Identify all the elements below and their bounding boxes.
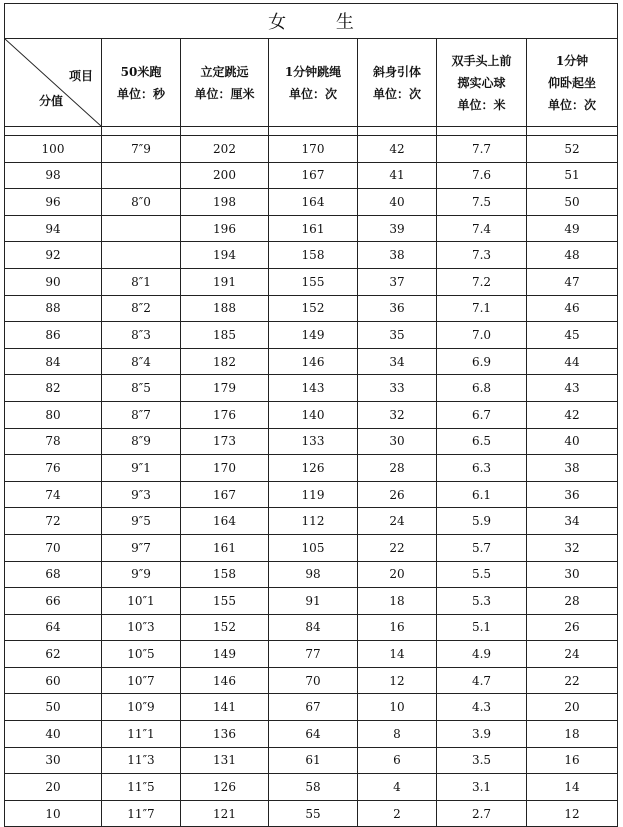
table-row: [5, 375, 618, 402]
cell-rope-skipping: 167: [269, 162, 358, 189]
cell-standing-jump: 176: [181, 401, 269, 428]
table-title-text: 女 生: [268, 12, 376, 33]
cell-ball-throw: 4.9: [437, 641, 527, 668]
cell-run-50m: 9″9: [102, 561, 181, 588]
table-row: [5, 721, 618, 748]
cell-situps: 24: [527, 641, 618, 668]
cell-score: 66: [5, 588, 102, 615]
cell-situps: 52: [527, 136, 618, 163]
table-row: [5, 455, 618, 482]
cell-rope-skipping: 146: [269, 348, 358, 375]
table-row: [5, 215, 618, 242]
cell-standing-jump: 170: [181, 455, 269, 482]
table-row: [5, 136, 618, 163]
cell-run-50m: 10″1: [102, 588, 181, 615]
table-row: [5, 295, 618, 322]
cell-run-50m: 10″7: [102, 667, 181, 694]
cell-inclined-pullup: 22: [358, 534, 437, 561]
cell-inclined-pullup: 2: [358, 800, 437, 827]
cell-standing-jump: 198: [181, 189, 269, 216]
cell-ball-throw: 4.3: [437, 694, 527, 721]
cell-ball-throw: 7.4: [437, 215, 527, 242]
cell-inclined-pullup: 33: [358, 375, 437, 402]
cell-run-50m: 9″1: [102, 455, 181, 482]
cell-situps: 36: [527, 481, 618, 508]
cell-standing-jump: 149: [181, 641, 269, 668]
cell-score: 40: [5, 721, 102, 748]
cell-score: 30: [5, 747, 102, 774]
cell-inclined-pullup: 26: [358, 481, 437, 508]
cell-situps: 43: [527, 375, 618, 402]
table-row: [5, 428, 618, 455]
cell-ball-throw: 6.8: [437, 375, 527, 402]
cell-score: 100: [5, 136, 102, 163]
cell-standing-jump: 167: [181, 481, 269, 508]
cell-standing-jump: 191: [181, 268, 269, 295]
table-row: [5, 667, 618, 694]
cell-score: 62: [5, 641, 102, 668]
table-row: [5, 348, 618, 375]
cell-ball-throw: 3.5: [437, 747, 527, 774]
table-row: [5, 508, 618, 535]
header-situps: 1分钟 仰卧起坐 单位：次: [527, 39, 618, 127]
cell-rope-skipping: 149: [269, 322, 358, 349]
cell-run-50m: 8″0: [102, 189, 181, 216]
cell-run-50m: [102, 162, 181, 189]
table-row: [5, 694, 618, 721]
cell-inclined-pullup: 16: [358, 614, 437, 641]
cell-inclined-pullup: 40: [358, 189, 437, 216]
cell-ball-throw: 7.3: [437, 242, 527, 269]
cell-standing-jump: 158: [181, 561, 269, 588]
cell-inclined-pullup: 12: [358, 667, 437, 694]
cell-run-50m: 11″3: [102, 747, 181, 774]
cell-standing-jump: 173: [181, 428, 269, 455]
cell-run-50m: 9″7: [102, 534, 181, 561]
cell-ball-throw: 5.7: [437, 534, 527, 561]
cell-rope-skipping: 170: [269, 136, 358, 163]
cell-rope-skipping: 61: [269, 747, 358, 774]
cell-standing-jump: 126: [181, 774, 269, 801]
cell-situps: 30: [527, 561, 618, 588]
cell-run-50m: 11″7: [102, 800, 181, 827]
cell-situps: 22: [527, 667, 618, 694]
header-row: [5, 39, 618, 127]
cell-standing-jump: 152: [181, 614, 269, 641]
cell-score: 70: [5, 534, 102, 561]
cell-rope-skipping: 105: [269, 534, 358, 561]
cell-score: 64: [5, 614, 102, 641]
cell-situps: 48: [527, 242, 618, 269]
cell-inclined-pullup: 28: [358, 455, 437, 482]
cell-ball-throw: 6.5: [437, 428, 527, 455]
cell-ball-throw: 6.9: [437, 348, 527, 375]
cell-standing-jump: 146: [181, 667, 269, 694]
cell-run-50m: 9″3: [102, 481, 181, 508]
cell-rope-skipping: 126: [269, 455, 358, 482]
cell-inclined-pullup: 35: [358, 322, 437, 349]
header-rope-skipping: 1分钟跳绳 单位：次: [269, 39, 358, 127]
cell-score: 60: [5, 667, 102, 694]
cell-rope-skipping: 133: [269, 428, 358, 455]
cell-ball-throw: 5.1: [437, 614, 527, 641]
cell-score: 98: [5, 162, 102, 189]
header-50m-run: 50米跑 单位：秒: [102, 39, 181, 127]
cell-standing-jump: 141: [181, 694, 269, 721]
cell-inclined-pullup: 18: [358, 588, 437, 615]
cell-ball-throw: 5.3: [437, 588, 527, 615]
table-row: [5, 322, 618, 349]
table-row: [5, 774, 618, 801]
cell-standing-jump: 155: [181, 588, 269, 615]
table-row: [5, 561, 618, 588]
cell-situps: 50: [527, 189, 618, 216]
cell-situps: 34: [527, 508, 618, 535]
cell-situps: 42: [527, 401, 618, 428]
cell-inclined-pullup: 41: [358, 162, 437, 189]
cell-standing-jump: 179: [181, 375, 269, 402]
header-inclined-pullup: 斜身引体 单位：次: [358, 39, 437, 127]
table-row: [5, 747, 618, 774]
cell-ball-throw: 5.9: [437, 508, 527, 535]
cell-ball-throw: 5.5: [437, 561, 527, 588]
cell-run-50m: 8″3: [102, 322, 181, 349]
cell-standing-jump: 164: [181, 508, 269, 535]
cell-score: 90: [5, 268, 102, 295]
table-row: [5, 641, 618, 668]
cell-ball-throw: 4.7: [437, 667, 527, 694]
corner-score-label: 分值: [39, 94, 64, 108]
cell-score: 50: [5, 694, 102, 721]
cell-ball-throw: 7.5: [437, 189, 527, 216]
cell-ball-throw: 2.7: [437, 800, 527, 827]
cell-inclined-pullup: 14: [358, 641, 437, 668]
cell-run-50m: 11″1: [102, 721, 181, 748]
table-row: [5, 614, 618, 641]
cell-rope-skipping: 91: [269, 588, 358, 615]
cell-situps: 49: [527, 215, 618, 242]
cell-score: 68: [5, 561, 102, 588]
cell-inclined-pullup: 6: [358, 747, 437, 774]
cell-standing-jump: 194: [181, 242, 269, 269]
cell-rope-skipping: 140: [269, 401, 358, 428]
cell-situps: 16: [527, 747, 618, 774]
cell-score: 76: [5, 455, 102, 482]
cell-rope-skipping: 155: [269, 268, 358, 295]
cell-ball-throw: 6.3: [437, 455, 527, 482]
table-row: [5, 162, 618, 189]
cell-rope-skipping: 164: [269, 189, 358, 216]
cell-rope-skipping: 152: [269, 295, 358, 322]
cell-score: 84: [5, 348, 102, 375]
cell-score: 80: [5, 401, 102, 428]
cell-situps: 32: [527, 534, 618, 561]
cell-score: 78: [5, 428, 102, 455]
cell-rope-skipping: 55: [269, 800, 358, 827]
cell-ball-throw: 7.7: [437, 136, 527, 163]
cell-run-50m: [102, 242, 181, 269]
score-table: [4, 3, 618, 827]
cell-rope-skipping: 58: [269, 774, 358, 801]
cell-rope-skipping: 64: [269, 721, 358, 748]
cell-rope-skipping: 158: [269, 242, 358, 269]
cell-ball-throw: 6.7: [437, 401, 527, 428]
cell-rope-skipping: 77: [269, 641, 358, 668]
cell-inclined-pullup: 36: [358, 295, 437, 322]
cell-score: 88: [5, 295, 102, 322]
table-row: [5, 401, 618, 428]
cell-ball-throw: 7.0: [437, 322, 527, 349]
cell-rope-skipping: 67: [269, 694, 358, 721]
cell-situps: 28: [527, 588, 618, 615]
cell-inclined-pullup: 30: [358, 428, 437, 455]
cell-rope-skipping: 143: [269, 375, 358, 402]
cell-standing-jump: 202: [181, 136, 269, 163]
cell-score: 86: [5, 322, 102, 349]
cell-standing-jump: 136: [181, 721, 269, 748]
cell-run-50m: 8″2: [102, 295, 181, 322]
cell-situps: 51: [527, 162, 618, 189]
cell-rope-skipping: 98: [269, 561, 358, 588]
cell-situps: 38: [527, 455, 618, 482]
cell-score: 96: [5, 189, 102, 216]
cell-rope-skipping: 84: [269, 614, 358, 641]
table-row: [5, 268, 618, 295]
cell-inclined-pullup: 4: [358, 774, 437, 801]
cell-inclined-pullup: 37: [358, 268, 437, 295]
header-gap-row: [5, 127, 618, 136]
cell-score: 82: [5, 375, 102, 402]
cell-inclined-pullup: 34: [358, 348, 437, 375]
header-standing-jump: 立定跳远 单位：厘米: [181, 39, 269, 127]
cell-rope-skipping: 70: [269, 667, 358, 694]
cell-situps: 47: [527, 268, 618, 295]
cell-score: 94: [5, 215, 102, 242]
cell-inclined-pullup: 38: [358, 242, 437, 269]
cell-run-50m: 11″5: [102, 774, 181, 801]
cell-situps: 18: [527, 721, 618, 748]
cell-inclined-pullup: 20: [358, 561, 437, 588]
cell-run-50m: 10″9: [102, 694, 181, 721]
cell-rope-skipping: 112: [269, 508, 358, 535]
cell-run-50m: 10″5: [102, 641, 181, 668]
cell-standing-jump: 182: [181, 348, 269, 375]
cell-inclined-pullup: 24: [358, 508, 437, 535]
cell-run-50m: 9″5: [102, 508, 181, 535]
cell-run-50m: 7″9: [102, 136, 181, 163]
cell-ball-throw: 7.1: [437, 295, 527, 322]
cell-run-50m: 8″1: [102, 268, 181, 295]
cell-run-50m: 8″9: [102, 428, 181, 455]
cell-ball-throw: 7.6: [437, 162, 527, 189]
cell-ball-throw: 7.2: [437, 268, 527, 295]
cell-ball-throw: 3.1: [437, 774, 527, 801]
cell-standing-jump: 131: [181, 747, 269, 774]
cell-standing-jump: 188: [181, 295, 269, 322]
cell-score: 92: [5, 242, 102, 269]
cell-score: 20: [5, 774, 102, 801]
cell-inclined-pullup: 10: [358, 694, 437, 721]
cell-standing-jump: 196: [181, 215, 269, 242]
cell-situps: 44: [527, 348, 618, 375]
cell-run-50m: 8″4: [102, 348, 181, 375]
cell-standing-jump: 161: [181, 534, 269, 561]
cell-rope-skipping: 119: [269, 481, 358, 508]
cell-situps: 20: [527, 694, 618, 721]
table-row: [5, 588, 618, 615]
cell-situps: 45: [527, 322, 618, 349]
cell-standing-jump: 200: [181, 162, 269, 189]
cell-score: 10: [5, 800, 102, 827]
corner-header: [5, 39, 102, 127]
cell-ball-throw: 3.9: [437, 721, 527, 748]
cell-score: 72: [5, 508, 102, 535]
cell-run-50m: 8″7: [102, 401, 181, 428]
cell-run-50m: [102, 215, 181, 242]
cell-situps: 12: [527, 800, 618, 827]
cell-standing-jump: 185: [181, 322, 269, 349]
cell-run-50m: 10″3: [102, 614, 181, 641]
cell-inclined-pullup: 42: [358, 136, 437, 163]
cell-inclined-pullup: 39: [358, 215, 437, 242]
cell-inclined-pullup: 8: [358, 721, 437, 748]
cell-situps: 40: [527, 428, 618, 455]
corner-item-label: 项目: [68, 69, 93, 83]
cell-situps: 26: [527, 614, 618, 641]
table-row: [5, 189, 618, 216]
table-row: [5, 481, 618, 508]
cell-inclined-pullup: 32: [358, 401, 437, 428]
cell-score: 74: [5, 481, 102, 508]
table-title: [5, 4, 618, 39]
cell-rope-skipping: 161: [269, 215, 358, 242]
cell-situps: 14: [527, 774, 618, 801]
cell-run-50m: 8″5: [102, 375, 181, 402]
table-row: [5, 534, 618, 561]
header-ball-throw: 双手头上前 掷实心球 单位：米: [437, 39, 527, 127]
cell-ball-throw: 6.1: [437, 481, 527, 508]
cell-standing-jump: 121: [181, 800, 269, 827]
table-row: [5, 242, 618, 269]
cell-situps: 46: [527, 295, 618, 322]
